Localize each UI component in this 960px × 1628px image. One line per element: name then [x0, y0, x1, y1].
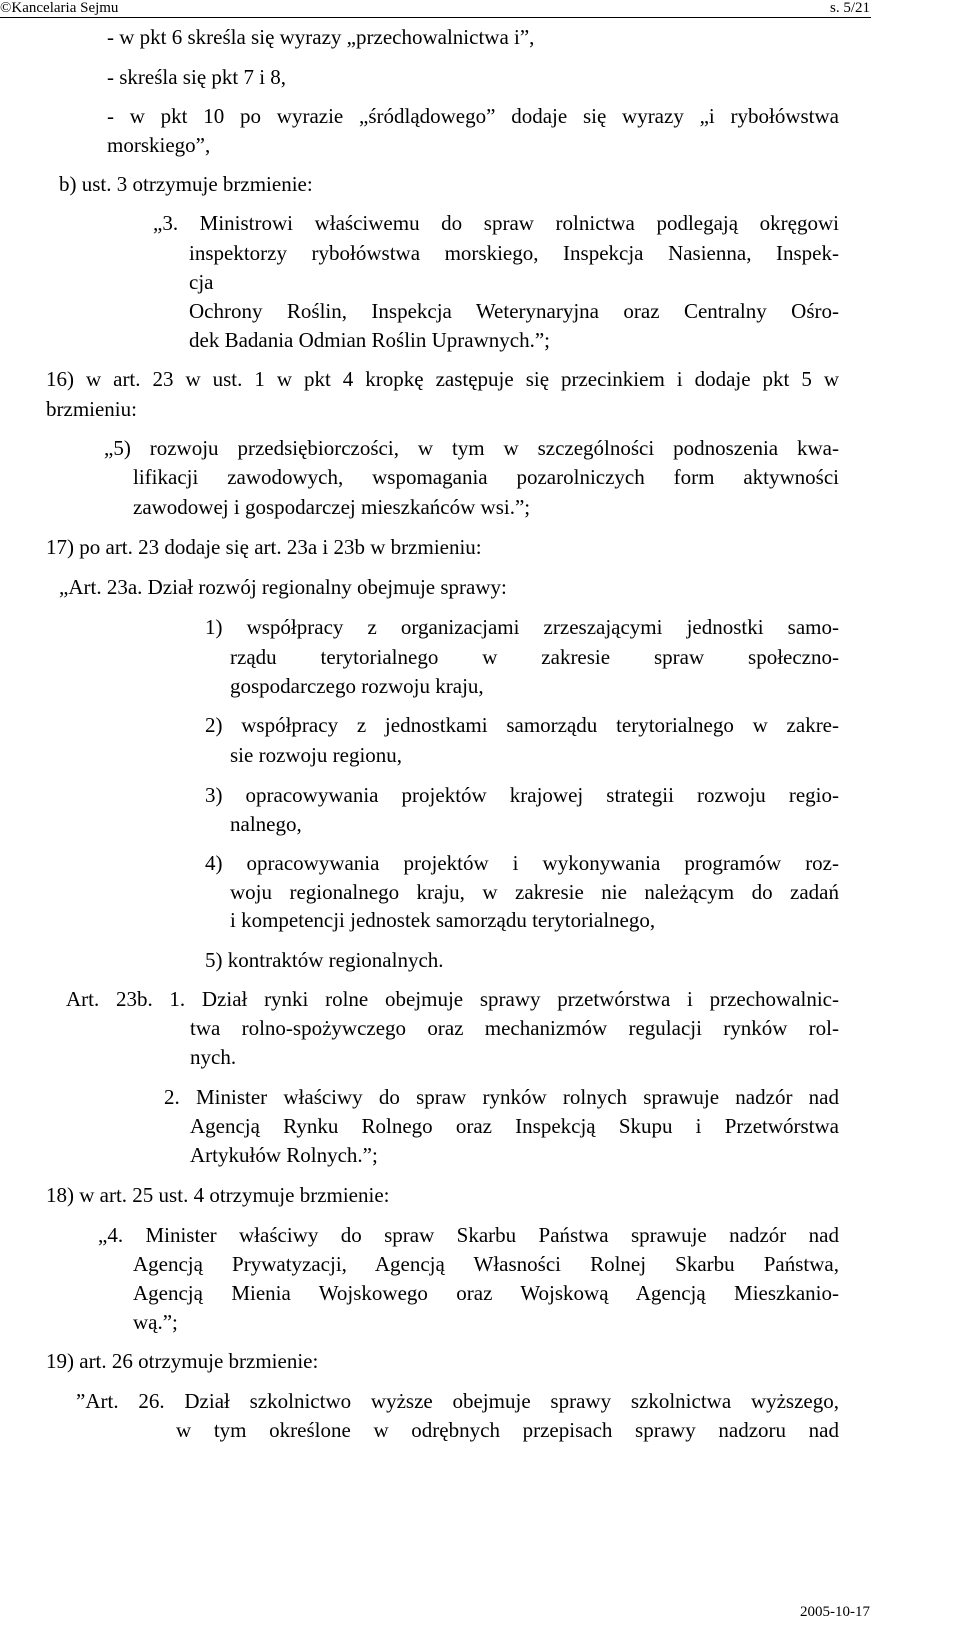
text-line: Art. 23b. 1. Dział rynki rolne obejmuje sprawy przetwórstwa i przechowalnic-	[66, 987, 839, 1011]
text-line: zawodowej i gospodarczej mieszkańców wsi.”;	[133, 495, 531, 519]
text-line: brzmieniu:	[46, 397, 137, 421]
text-line: ”Art. 26. Dział szkolnictwo wyższe obejmuje sprawy szkolnictwa wyższego,	[76, 1389, 839, 1413]
text-line: 2. Minister właściwy do spraw rynków rolnych sprawuje nadzór nad	[164, 1085, 839, 1109]
text-line: nalnego,	[230, 812, 302, 836]
text-line: b) ust. 3 otrzymuje brzmienie:	[59, 172, 313, 196]
text-line: inspektorzy rybołówstwa morskiego, Inspekcja Nasienna, Inspek-	[189, 241, 839, 265]
text-line: „3. Ministrowi właściwemu do spraw rolnictwa podlegają okręgowi	[153, 211, 839, 235]
text-line: 16) w art. 23 w ust. 1 w pkt 4 kropkę zastępuje się przecinkiem i dodaje pkt 5 w	[46, 367, 839, 391]
text-line: 5) kontraktów regionalnych.	[205, 948, 444, 972]
text-line: „4. Minister właściwy do spraw Skarbu Państwa sprawuje nadzór nad	[98, 1223, 839, 1247]
text-line: gospodarczego rozwoju kraju,	[230, 674, 484, 698]
text-line: morskiego”,	[107, 133, 211, 157]
text-line: dek Badania Odmian Roślin Uprawnych.”;	[189, 328, 550, 352]
text-line: 1) współpracy z organizacjami zrzeszającymi jednostki samo-	[205, 615, 839, 639]
text-line: 19) art. 26 otrzymuje brzmienie:	[46, 1349, 319, 1373]
text-line: - w pkt 10 po wyrazie „śródlądowego” dodaje się wyrazy „i rybołówstwa	[107, 104, 839, 128]
text-line: Ochrony Roślin, Inspekcja Weterynaryjna oraz Centralny Ośro-	[189, 299, 839, 323]
text-line: - w pkt 6 skreśla się wyrazy „przechowalnictwa i”,	[107, 25, 535, 49]
text-line: i kompetencji jednostek samorządu terytorialnego,	[230, 908, 656, 932]
text-line: 2) współpracy z jednostkami samorządu terytorialnego w zakre-	[205, 713, 839, 737]
header-rule	[0, 17, 871, 18]
text-line: Agencją Mienia Wojskowego oraz Wojskową Agencją Mieszkanio-	[133, 1281, 839, 1305]
text-line: sie rozwoju regionu,	[230, 743, 403, 767]
text-line: 4) opracowywania projektów i wykonywania programów roz-	[205, 851, 839, 875]
text-line: 17) po art. 23 dodaje się art. 23a i 23b w brzmieniu:	[46, 535, 482, 559]
text-line: cja	[189, 270, 214, 294]
header-page-number: s. 5/21	[829, 0, 870, 16]
text-line: „Art. 23a. Dział rozwój regionalny obejmuje sprawy:	[59, 575, 507, 599]
text-line: woju regionalnego kraju, w zakresie nie należącym do zadań	[230, 880, 839, 904]
text-line: 18) w art. 25 ust. 4 otrzymuje brzmienie:	[46, 1183, 390, 1207]
text-line: - skreśla się pkt 7 i 8,	[107, 65, 287, 89]
header-source: ©Kancelaria Sejmu	[0, 0, 119, 16]
text-line: twa rolno-spożywczego oraz mechanizmów regulacji rynków rol-	[190, 1016, 839, 1040]
text-line: w tym określone w odrębnych przepisach sprawy nadzoru nad	[176, 1418, 839, 1442]
text-line: wą.”;	[133, 1310, 178, 1334]
text-line: Agencją Rynku Rolnego oraz Inspekcją Skupu i Przetwórstwa	[190, 1114, 839, 1138]
text-line: Artykułów Rolnych.”;	[190, 1143, 378, 1167]
text-line: lifikacji zawodowych, wspomagania pozarolniczych form aktywności	[133, 465, 839, 489]
text-line: 3) opracowywania projektów krajowej strategii rozwoju regio-	[205, 783, 839, 807]
footer-date: 2005-10-17	[800, 1604, 870, 1620]
text-line: Agencją Prywatyzacji, Agencją Własności Rolnej Skarbu Państwa,	[133, 1252, 839, 1276]
text-line: „5) rozwoju przedsiębiorczości, w tym w szczególności podnoszenia kwa-	[104, 436, 839, 460]
text-line: rządu terytorialnego w zakresie spraw społeczno-	[230, 645, 839, 669]
text-line: nych.	[190, 1045, 237, 1069]
